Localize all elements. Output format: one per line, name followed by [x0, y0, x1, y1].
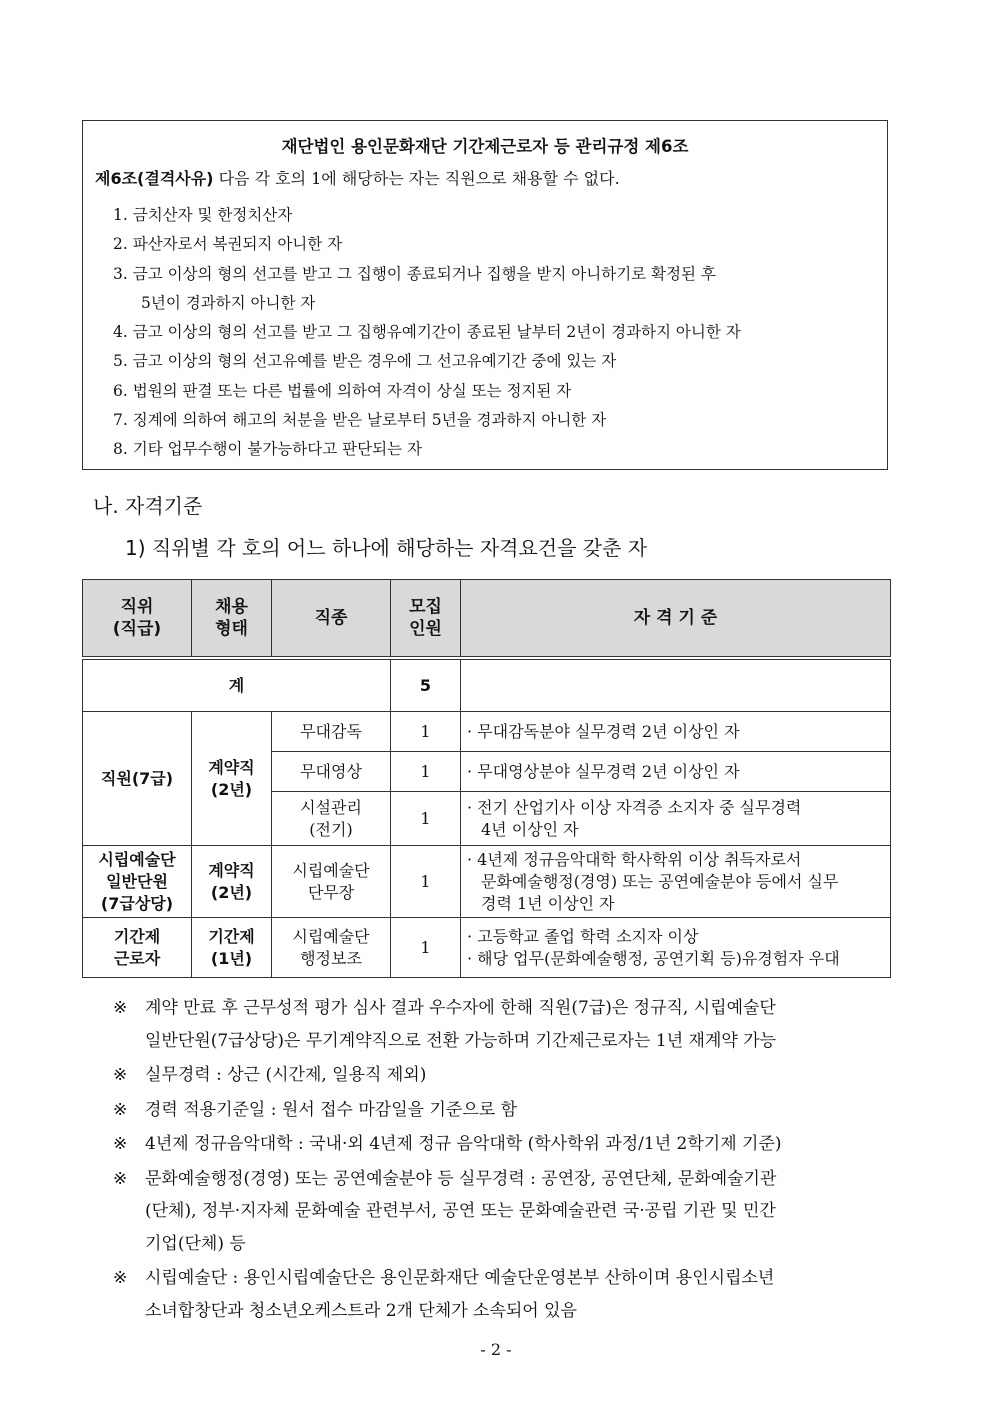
total-label: 계 — [83, 660, 391, 712]
group3-type: 기간제 (1년) — [192, 918, 272, 978]
total-row — [83, 660, 891, 712]
note-item: ※ 시립예술단 : 용인시립예술단은 용인문화재단 예술단운영본부 산하이며 용인시립소년 소녀합창단과 청소년오케스트라 2개 단체가 소속되어 있음 — [113, 1262, 913, 1327]
page-number: - 2 - — [480, 1340, 512, 1359]
group2-count: 1 — [391, 846, 461, 918]
group1-req-3: · 전기 산업기사 이상 자격증 소지자 중 실무경력 4년 이상인 자 — [461, 792, 891, 846]
table-row — [83, 918, 891, 978]
total-count: 5 — [391, 660, 461, 712]
regulation-items — [113, 201, 881, 465]
group3-job: 시립예술단 행정보조 — [272, 918, 391, 978]
header-job: 직종 — [272, 580, 391, 657]
regulation-title: 재단법인 용인문화재단 기간제근로자 등 관리규정 제6조 — [281, 137, 689, 156]
regulation-item: 5. 금고 이상의 형의 선고유예를 받은 경우에 그 선고유예기간 중에 있는 자 — [113, 352, 617, 371]
header-count: 모집 인원 — [391, 580, 461, 657]
group1-req-1: · 무대감독분야 실무경력 2년 이상인 자 — [461, 712, 891, 752]
header-position: 직위 (직급) — [83, 580, 192, 657]
group1-count-1: 1 — [391, 712, 461, 752]
regulation-item: 3. 금고 이상의 형의 선고를 받고 그 집행이 종료되거나 집행을 받지 아니하기로 확정된 후 — [113, 264, 716, 283]
note-item: ※ 문화예술행정(경영) 또는 공연예술분야 등 실무경력 : 공연장, 공연단체, 문화예술기관 (단체), 정부·지자체 문화예술 관련부서, 공연 또는 문화예술관련 국·공립 기관 및 민간 기업(단체) 등 — [113, 1163, 913, 1261]
table-row — [83, 846, 891, 918]
total-empty — [461, 660, 891, 712]
regulation-lead — [95, 166, 620, 189]
group1-req-2: · 무대영상분야 실무경력 2년 이상인 자 — [461, 752, 891, 792]
group1-job-3: 시설관리 (전기) — [272, 792, 391, 846]
table-header-row — [83, 580, 891, 657]
group1-job-1: 무대감독 — [272, 712, 391, 752]
note-mark: ※ — [113, 1099, 128, 1120]
header-type: 채용 형태 — [192, 580, 272, 657]
group3-position: 기간제 근로자 — [83, 918, 192, 978]
note-mark: ※ — [113, 1168, 128, 1189]
section-heading: 나. 자격기준 — [93, 494, 203, 518]
group3-req: · 고등학교 졸업 학력 소지자 이상 · 해당 업무(문화예술행정, 공연기획 등)유경험자 우대 — [461, 918, 891, 978]
group1-count-2: 1 — [391, 752, 461, 792]
qualification-table — [82, 579, 891, 978]
notes-list — [113, 992, 913, 1329]
regulation-item-continuation: 5년이 경과하지 아니한 자 — [141, 293, 316, 312]
regulation-lead-bold: 제6조(결격사유) — [95, 169, 214, 188]
group1-type: 계약직 (2년) — [192, 712, 272, 846]
group1-job-2: 무대영상 — [272, 752, 391, 792]
group2-req: · 4년제 정규음악대학 학사학위 이상 취득자로서 문화예술행정(경영) 또는 공연예술분야 등에서 실무 경력 1년 이상인 자 — [461, 846, 891, 918]
group2-position: 시립예술단 일반단원 (7급상당) — [83, 846, 192, 918]
note-item: ※ 4년제 정규음악대학 : 국내·외 4년제 정규 음악대학 (학사학위 과정/1년 2학기제 기준) — [113, 1128, 913, 1161]
group1-position: 직원(7급) — [83, 712, 192, 846]
regulation-item: 7. 징계에 의하여 해고의 처분을 받은 날로부터 5년을 경과하지 아니한 자 — [113, 411, 607, 430]
regulation-item: 2. 파산자로서 복권되지 아니한 자 — [113, 235, 343, 254]
regulation-item: 6. 법원의 판결 또는 다른 법률에 의하여 자격이 상실 또는 정지된 자 — [113, 381, 572, 400]
note-mark: ※ — [113, 1065, 128, 1085]
regulation-lead-text: 다음 각 호의 1에 해당하는 자는 직원으로 채용할 수 없다. — [213, 169, 620, 188]
table-row — [83, 712, 891, 752]
note-item: ※ 경력 적용기준일 : 원서 접수 마감일을 기준으로 함 — [113, 1094, 913, 1127]
regulation-item: 1. 금치산자 및 한정치산자 — [113, 206, 293, 224]
note-mark: ※ — [113, 1134, 128, 1154]
group2-type: 계약직 (2년) — [192, 846, 272, 918]
group3-count: 1 — [391, 918, 461, 978]
note-item: ※ 계약 만료 후 근무성적 평가 심사 결과 우수자에 한해 직원(7급)은 정규직, 시립예술단 일반단원(7급상당)은 무기계약직으로 전환 가능하며 기간제근로자는 1년 재계약 가능 — [113, 992, 913, 1057]
regulation-box — [82, 120, 888, 470]
note-item: ※ 실무경력 : 상근 (시간제, 일용직 제외) — [113, 1059, 913, 1092]
regulation-item: 8. 기타 업무수행이 불가능하다고 판단되는 자 — [113, 440, 422, 459]
note-mark: ※ — [113, 998, 128, 1018]
section-subheading: 1) 직위별 각 호의 어느 하나에 해당하는 자격요건을 갖춘 자 — [125, 536, 648, 560]
header-criteria: 자 격 기 준 — [461, 580, 891, 657]
regulation-item: 4. 금고 이상의 형의 선고를 받고 그 집행유예기간이 종료된 날부터 2년이 경과하지 아니한 자 — [113, 323, 741, 342]
note-mark: ※ — [113, 1268, 128, 1288]
group1-count-3: 1 — [391, 792, 461, 846]
group2-job: 시립예술단 단무장 — [272, 846, 391, 918]
